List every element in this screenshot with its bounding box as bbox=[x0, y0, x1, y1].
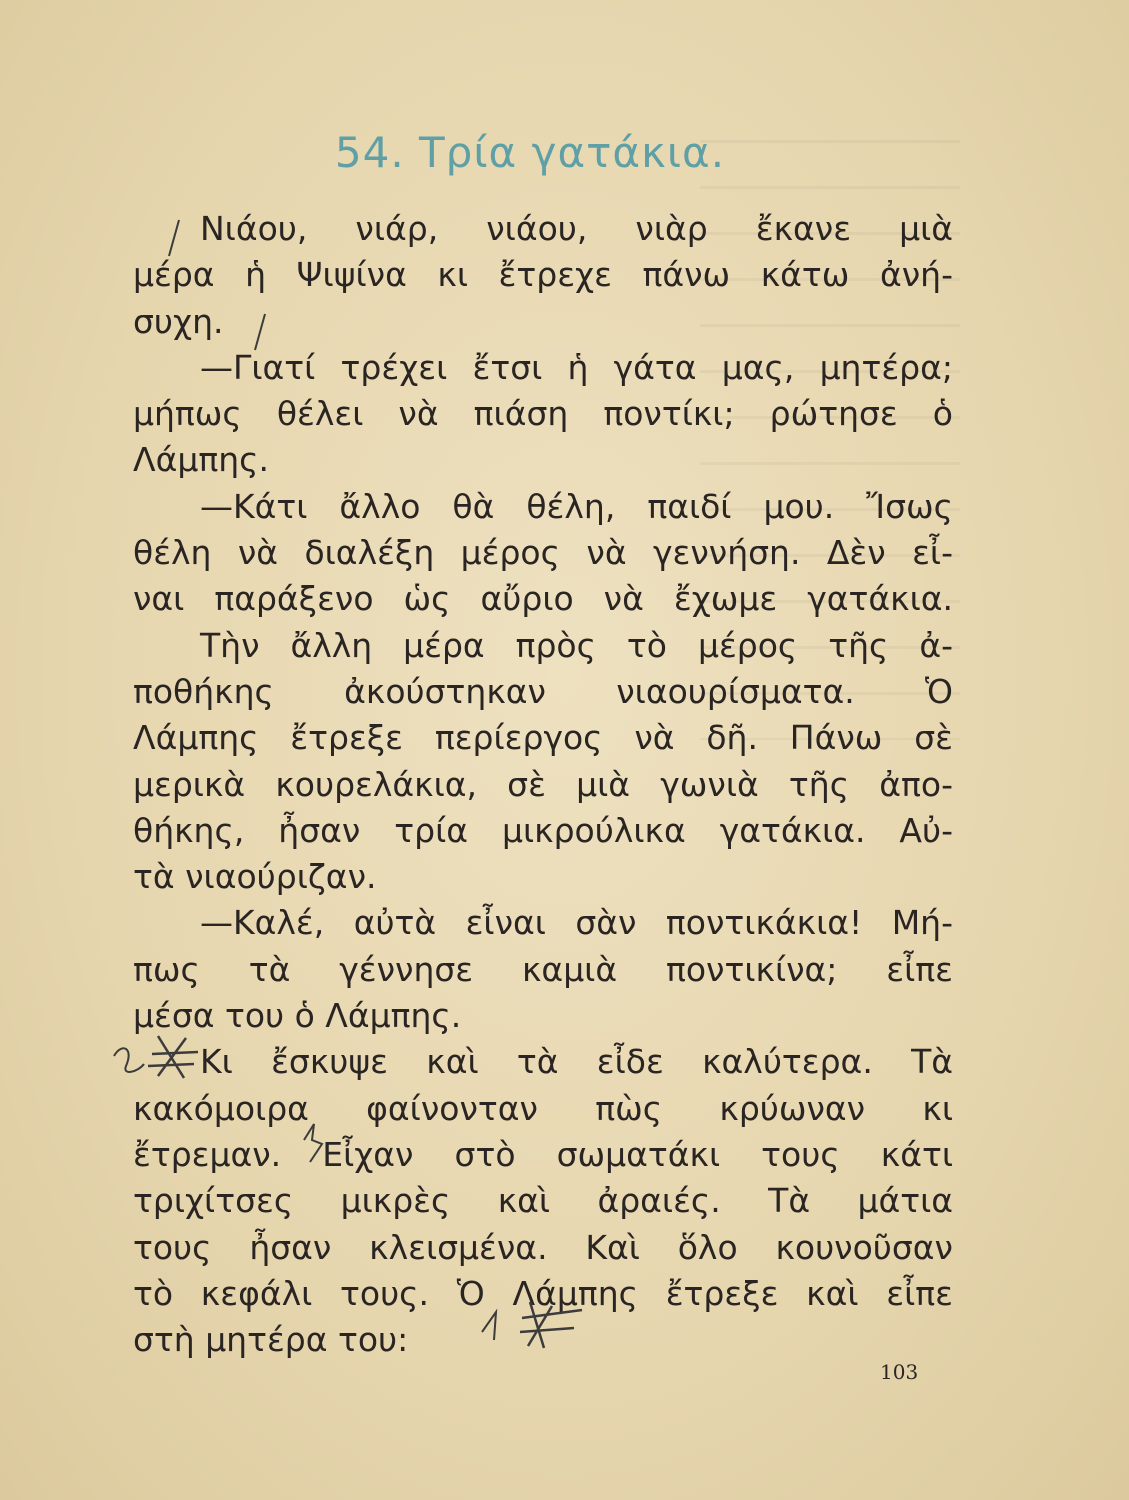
text-line: μήπως θέλει νὰ πιάση ποντίκι; ρώτησε ὁ bbox=[133, 394, 953, 434]
text-line: κακόμοιρα φαίνονταν πὼς κρύωναν κι bbox=[133, 1088, 953, 1128]
text-line: —Καλέ, αὐτὰ εἶναι σὰν ποντικάκια! Μή- bbox=[200, 903, 953, 943]
chapter-title: 54. Τρία γατάκια. bbox=[334, 128, 726, 177]
text-line: τὰ νιαούριζαν. bbox=[133, 857, 377, 897]
text-line: —Κάτι ἄλλο θὰ θέλη, παιδί μου. Ἴσως bbox=[200, 486, 953, 526]
pencil-asterisk-mark bbox=[478, 1292, 588, 1352]
text-line: ποθήκης ἀκούστηκαν νιαουρίσματα. Ὁ bbox=[133, 671, 953, 711]
text-line: στὴ μητέρα του: bbox=[133, 1320, 409, 1360]
text-line: Τὴν ἄλλη μέρα πρὸς τὸ μέρος τῆς ἀ- bbox=[200, 625, 953, 665]
text-line: —Γιατί τρέχει ἔτσι ἡ γάτα μας, μητέρα; bbox=[200, 347, 953, 387]
text-line: Νιάου, νιάρ, νιάου, νιὰρ ἔκανε μιὰ bbox=[200, 209, 953, 248]
body-text bbox=[133, 206, 953, 1363]
text-line: Λάμπης. bbox=[133, 440, 269, 480]
text-line: πως τὰ γέννησε καμιὰ ποντικίνα; εἶπε bbox=[133, 949, 953, 989]
text-line: μέσα του ὁ Λάμπης. bbox=[133, 996, 462, 1036]
text-line: μερικὰ κουρελάκια, σὲ μιὰ γωνιὰ τῆς ἀπο- bbox=[133, 764, 953, 804]
text-line: Κι ἔσκυψε καὶ τὰ εἶδε καλύτερα. Τὰ bbox=[200, 1042, 953, 1082]
text-line: ἔτρεμαν. Εἶχαν στὸ σωματάκι τους κάτι bbox=[133, 1134, 953, 1174]
text-line: τριχίτσες μικρὲς καὶ ἀραιές. Τὰ μάτια bbox=[133, 1181, 953, 1221]
text-line: τους ἦσαν κλεισμένα. Καὶ ὅλο κουνοῦσαν bbox=[133, 1227, 953, 1267]
text-line: θέλη νὰ διαλέξη μέρος νὰ γεννήση. Δὲν εἶ- bbox=[133, 533, 953, 573]
pencil-slash-mark bbox=[252, 312, 268, 352]
text-line: ναι παράξενο ὡς αὔριο νὰ ἔχωμε γατάκια. bbox=[133, 579, 953, 619]
pencil-asterisk-mark bbox=[108, 1026, 204, 1084]
text-line: μέρα ἡ Ψιψίνα κι ἔτρεχε πάνω κάτω ἀνή- bbox=[133, 255, 953, 295]
text-line: συχη. bbox=[133, 301, 224, 341]
text-line: Λάμπης ἔτρεξε περίεργος νὰ δῆ. Πάνω σὲ bbox=[133, 718, 953, 758]
pencil-slash-mark bbox=[166, 218, 182, 258]
page-number: 103 bbox=[880, 1360, 919, 1384]
text-line: τὸ κεφάλι τους. Ὁ Λάμπης ἔτρεξε καὶ εἶπε bbox=[133, 1273, 953, 1313]
pencil-sentence-mark bbox=[300, 1118, 328, 1166]
text-line: θήκης, ἦσαν τρία μικρούλικα γατάκια. Αὐ- bbox=[133, 810, 953, 850]
